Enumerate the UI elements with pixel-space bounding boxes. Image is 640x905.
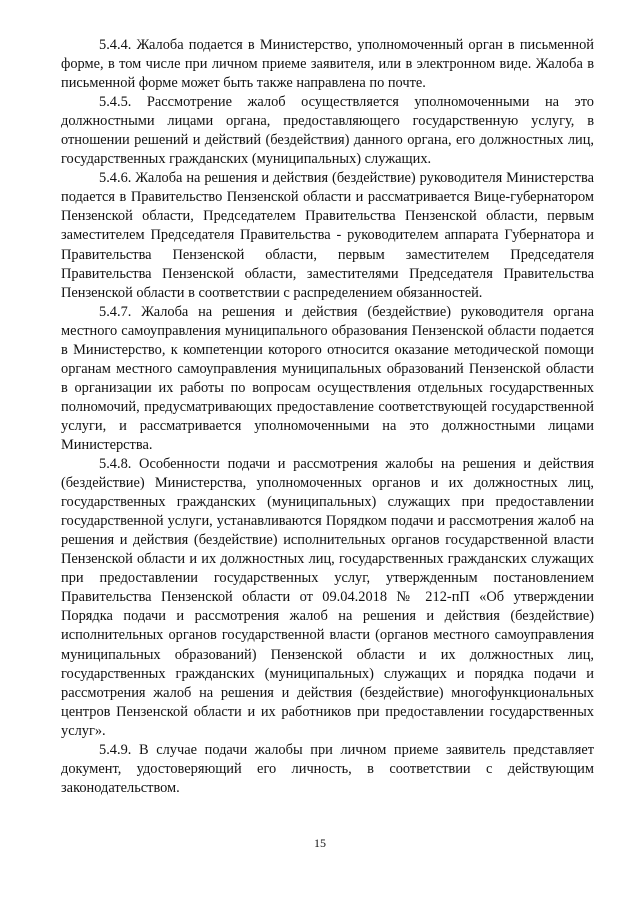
page-number: 15 [314,836,326,850]
paragraph-5-4-4: 5.4.4. Жалоба подается в Министерство, уполномоченный орган в письменной форме, в том числе при личном приеме заявителя, или в электронном виде. Жалоба в письменной форме может быть также направлена по почте. [61,37,594,92]
paragraph-5-4-5: 5.4.5. Рассмотрение жалоб осуществляется уполномоченными на это должностными лицами органа, предоставляющего государственную услугу, в отношении решений и действий (бездействия) данного органа, его должностных лиц, государственных гражданских (муниципальных) служащих. [61,94,594,168]
document-body [61,36,594,798]
paragraph-5-4-6: 5.4.6. Жалоба на решения и действия (бездействие) руководителя Министерства подается в Правительство Пензенской области и рассматривается Вице-губернатором Пензенской области, Председателем Правительства Пензенской области, первым заместителем Председателя Правительства - руководителем аппарата Губернатора и Правительства Пензенской области, первым заместителем Председателя Правительства Пензенской области, заместителями Председателя Правительства Пензенской области в соответствии с распределением обязанностей. [61,170,594,301]
paragraph-5-4-9: 5.4.9. В случае подачи жалобы при личном приеме заявитель представляет документ, удостоверяющий его личность, в соответствии с действующим законодательством. [61,741,594,796]
paragraph-5-4-8: 5.4.8. Особенности подачи и рассмотрения жалобы на решения и действия (бездействие) Министерства, уполномоченных органов и их должностных лиц, государственных гражданских (муниципальных) служащих при предоставлении государственной услуги, устанавливаются Порядком подачи и рассмотрения жалоб на решения и действия (бездействие) исполнительных органов государственной власти Пензенской области и их должностных лиц, государственных гражданских служащих при предоставлении государственных услуг, утвержденным постановлением Правительства Пензенской области от 09.04.2018 № 212-пП «Об утверждении Порядка подачи и рассмотрения жалоб на решения и действия (бездействие) исполнительных органов государственной власти (органов местного самоуправления муниципальных образований) Пензенской области и их должностных лиц, государственных гражданских (муниципальных) служащих и порядка подачи и рассмотрения жалоб на решения и действия (бездействие) многофункциональных центров Пензенской области и их работников при предоставлении государственных услуг». [61,456,594,739]
paragraph-5-4-7: 5.4.7. Жалоба на решения и действия (бездействие) руководителя органа местного самоуправления муниципального образования Пензенской области подается в Министерство, к компетенции которого относится оказание методической помощи органам местного самоуправления муниципальных образований Пензенской области в организации их работы по вопросам осуществления отдельных государственных полномочий, предусматривающих предоставление соответствующей государственной услуги, и рассматривается уполномоченными на это должностными лицами Министерства. [61,303,594,453]
